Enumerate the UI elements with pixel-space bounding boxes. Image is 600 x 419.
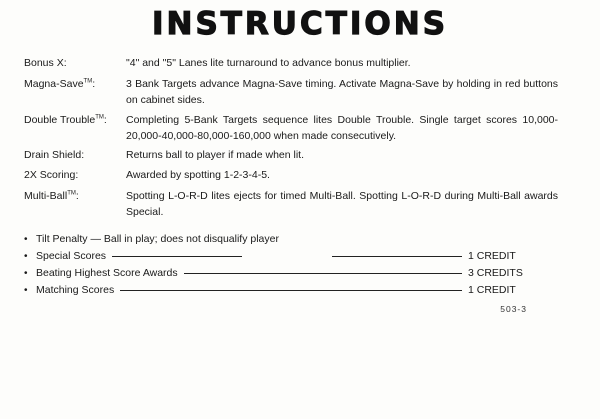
entry-label: Magna-Save™: xyxy=(24,78,96,90)
bullet-text: Beating Highest Score Awards xyxy=(36,267,178,279)
entry-label: Bonus X: xyxy=(24,57,67,69)
trademark-mark: TM xyxy=(95,114,104,121)
entry-label: Double Trouble™: xyxy=(24,114,107,126)
entry-description: "4" and "5" Lanes lite turnaround to advance bonus multiplier. xyxy=(126,57,411,69)
entry-label: 2X Scoring: xyxy=(24,169,79,181)
bullet-dot: • xyxy=(24,285,28,296)
bullet-row-tilt xyxy=(24,233,534,250)
bullet-value: 1 CREDIT xyxy=(468,250,516,262)
bullet-text: Matching Scores xyxy=(36,284,115,296)
entry-description: Awarded by spotting 1-2-3-4-5. xyxy=(126,169,270,181)
card-code: 503-3 xyxy=(500,304,527,314)
bullet-text: Tilt Penalty — Ball in play; does not disqualify player xyxy=(36,233,279,245)
bullet-row-special xyxy=(24,250,534,267)
bullet-row-matching xyxy=(24,284,534,301)
bullet-text: Special Scores xyxy=(36,250,107,262)
entry-description: Completing 5-Bank Targets sequence lites Double Trouble. Single target scores 10,000-20,000-40,000-80,000-160,000 when made consecutively. xyxy=(126,114,558,142)
bullet-value: 1 CREDIT xyxy=(468,284,516,296)
trademark-mark: TM xyxy=(67,190,76,197)
bullet-row-highscore xyxy=(24,267,534,284)
leader-line xyxy=(120,290,462,291)
bullet-dot: • xyxy=(24,234,28,245)
bullet-list xyxy=(24,233,534,301)
trademark-mark: TM xyxy=(83,78,93,85)
bullet-dot: • xyxy=(24,268,28,279)
bullet-dot: • xyxy=(24,251,28,262)
entry-label: Drain Shield: xyxy=(24,149,85,161)
leader-line xyxy=(184,273,462,274)
entry-description: Spotting L-O-R-D lites ejects for timed Multi-Ball. Spotting L-O-R-D during Multi-Ball awards Special. xyxy=(126,190,558,218)
entry-description: Returns ball to player if made when lit. xyxy=(126,149,305,161)
card-title: INSTRUCTIONS xyxy=(151,6,449,42)
bullet-value: 3 CREDITS xyxy=(468,267,523,279)
entry-description: 3 Bank Targets advance Magna-Save timing. Activate Magna-Save by holding in red buttons on cabinet sides. xyxy=(126,78,558,106)
entry-label: Multi-Ball™: xyxy=(24,190,79,202)
